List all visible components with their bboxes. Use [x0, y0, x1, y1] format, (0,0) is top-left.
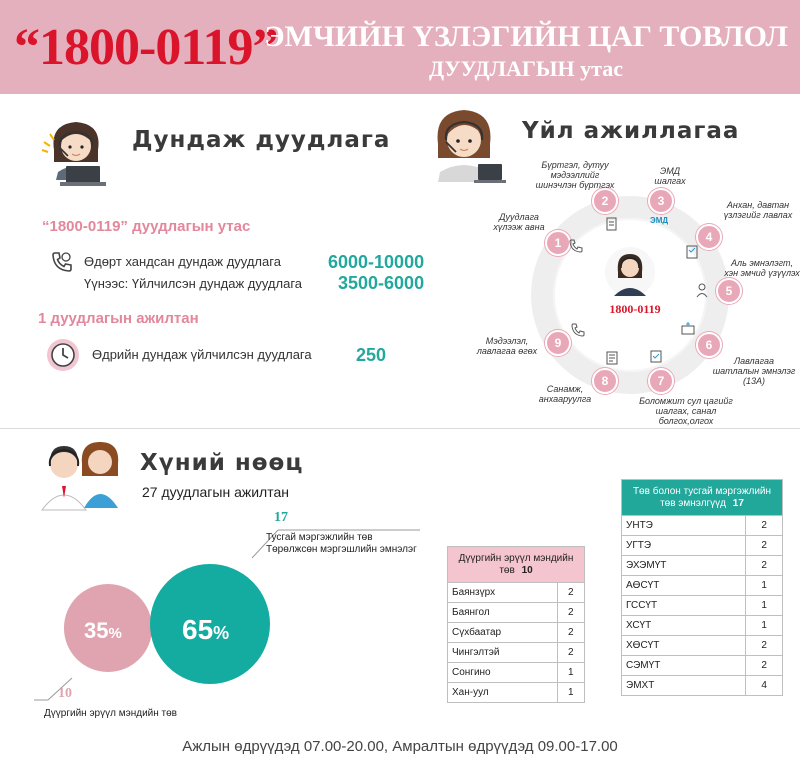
- central-row: [622, 656, 783, 676]
- operator-woman-headset-icon: [420, 100, 510, 190]
- hospital-icon: [680, 320, 696, 336]
- district-name-cell: Сонгино: [448, 663, 558, 683]
- served-calls-label: Үүнээс: Үйлчилсэн дундаж дуудлага: [84, 276, 303, 291]
- schedule-check-icon: [648, 348, 664, 364]
- central-name-cell: ЭХЭМҮТ: [622, 556, 746, 576]
- form-edit-icon: [604, 216, 620, 232]
- central-name-cell: СЭМҮТ: [622, 656, 746, 676]
- reminder-note-icon: [604, 350, 620, 366]
- district-name-cell: Баянгол: [448, 603, 558, 623]
- hotline-number: “1800-0119”: [14, 19, 278, 76]
- daily-calls-value: 6000-10000: [328, 252, 425, 272]
- step-node-4: 4: [696, 224, 722, 250]
- served-calls-value: 3500-6000: [338, 273, 425, 293]
- central-row: [622, 636, 783, 656]
- central-name-cell: ХӨСҮТ: [622, 636, 746, 656]
- hr-subtitle: 27 дуудлагын ажилтан: [142, 484, 289, 500]
- operator-center-icon: [604, 246, 656, 298]
- pct-teal-label: 65%: [182, 614, 230, 645]
- central-name-cell: УНТЭ: [622, 516, 746, 536]
- operations-title: Үйл ажиллагаа: [522, 118, 740, 144]
- district-row: [448, 583, 585, 603]
- central-name-cell: УГТЭ: [622, 536, 746, 556]
- district-count-cell: 1: [557, 683, 584, 703]
- central-count-cell: 2: [746, 516, 783, 536]
- central-row: [622, 596, 783, 616]
- district-count-cell: 2: [557, 603, 584, 623]
- district-table: [447, 546, 585, 703]
- daily-calls-label: Өдөрт хандсан дундаж дуудлага: [84, 254, 281, 269]
- operator-woman-laptop-icon: [36, 110, 116, 190]
- central-row: [622, 676, 783, 696]
- district-row: [448, 623, 585, 643]
- callout-top-label-2: Төрөлжсөн мэргэшлийн эмнэлэг: [266, 544, 417, 555]
- district-row: [448, 683, 585, 703]
- cycle-center-number: 1800-0119: [609, 302, 661, 316]
- district-row: [448, 663, 585, 683]
- phone-icon: [50, 250, 74, 274]
- central-row: [622, 536, 783, 556]
- central-row: [622, 556, 783, 576]
- district-name-cell: Хан-уул: [448, 683, 558, 703]
- central-count-cell: 2: [746, 536, 783, 556]
- central-name-cell: АӨСҮТ: [622, 576, 746, 596]
- callout-top-number: 17: [274, 510, 288, 525]
- district-name-cell: Сүхбаатар: [448, 623, 558, 643]
- hotline-line-title: “1800-0119” дуудлагын утас: [42, 218, 251, 235]
- step-node-8: 8: [592, 368, 618, 394]
- clock-icon: [46, 338, 80, 372]
- step-node-7: 7: [648, 368, 674, 394]
- step-label-1: Дуудлага хүлээж авна: [493, 212, 545, 232]
- central-count-cell: 2: [746, 636, 783, 656]
- central-row: [622, 616, 783, 636]
- central-count-cell: 2: [746, 656, 783, 676]
- central-name-cell: ГССҮТ: [622, 596, 746, 616]
- info-phone-icon: [570, 322, 586, 338]
- section-divider: [0, 428, 800, 429]
- district-count-cell: 2: [557, 623, 584, 643]
- central-count-cell: 2: [746, 556, 783, 576]
- step-label-6: Лавлагаа шатлалын эмнэлэг (13А): [712, 356, 796, 386]
- checklist-icon: [684, 244, 700, 260]
- central-count-cell: 1: [746, 596, 783, 616]
- step-label-5: Аль эмнэлэгт, хэн эмчид үзүүлэх: [724, 258, 800, 278]
- central-name-cell: ХСҮТ: [622, 616, 746, 636]
- callout-bottom-label: Дүүргийн эрүүл мэндийн төв: [44, 708, 177, 719]
- step-node-1: 1: [545, 230, 571, 256]
- district-row: [448, 643, 585, 663]
- central-count-cell: 4: [746, 676, 783, 696]
- central-row: [622, 516, 783, 536]
- step-label-8: Санамж, анхааруулга: [538, 384, 592, 404]
- header-title: ЭМЧИЙН ҮЗЛЭГИЙН ЦАГ ТОВЛОЛ: [264, 20, 788, 53]
- district-name-cell: Баянзүрх: [448, 583, 558, 603]
- emd-badge: ЭМД: [650, 216, 669, 225]
- staff-title: 1 дуудлагын ажилтан: [38, 310, 199, 327]
- district-count-cell: 1: [557, 663, 584, 683]
- step-node-6: 6: [696, 332, 722, 358]
- avg-calls-title: Дундаж дуудлага: [132, 127, 391, 153]
- header-subtitle: ДУУДЛАГЫН утас: [429, 56, 623, 81]
- step-label-3: ЭМД шалгах: [654, 166, 686, 186]
- step-node-2: 2: [592, 188, 618, 214]
- central-count-cell: 1: [746, 616, 783, 636]
- staff-daily-value: 250: [356, 345, 387, 365]
- staff-daily-label: Өдрийн дундаж үйлчилсэн дуудлага: [92, 347, 312, 362]
- step-label-9: Мэдээлэл, лавлагаа өгөх: [476, 336, 538, 356]
- doctor-icon: [694, 282, 710, 298]
- pct-pink-label: 35%: [84, 618, 122, 643]
- callout-bottom-number: 10: [58, 686, 72, 701]
- step-label-2: Бүртгэл, дутуу мэдээллийг шинэчлэн бүртгэх: [535, 160, 615, 190]
- step-label-7: Боломжит сул цагийг шалгах, санал болгох,олгох: [639, 396, 733, 426]
- district-count-cell: 2: [557, 583, 584, 603]
- central-hospitals-table: [621, 479, 783, 696]
- central-name-cell: ЭМХТ: [622, 676, 746, 696]
- central-table-header: Төв болон тусгай мэргэжлийн төв эмнэлгүүд 17: [622, 480, 783, 516]
- district-row: [448, 603, 585, 623]
- callout-top-label-1: Тусгай мэргэжлийн төв: [266, 532, 373, 543]
- step-node-3: 3: [648, 188, 674, 214]
- central-row: [622, 576, 783, 596]
- district-name-cell: Чингэлтэй: [448, 643, 558, 663]
- district-table-header: Дүүргийн эрүүл мэндийн төв 10: [448, 547, 585, 583]
- working-hours: Ажлын өдрүүдэд 07.00-20.00, Амралтын өдрүүдэд 09.00-17.00: [182, 738, 618, 755]
- step-label-4: Анхан, давтан үзлэгийг лавлах: [723, 200, 793, 220]
- step-node-9: 9: [545, 330, 571, 356]
- incoming-call-icon: [568, 238, 584, 254]
- district-count-cell: 2: [557, 643, 584, 663]
- hr-title: Хүний нөөц: [140, 450, 304, 476]
- step-node-5: 5: [716, 278, 742, 304]
- central-count-cell: 1: [746, 576, 783, 596]
